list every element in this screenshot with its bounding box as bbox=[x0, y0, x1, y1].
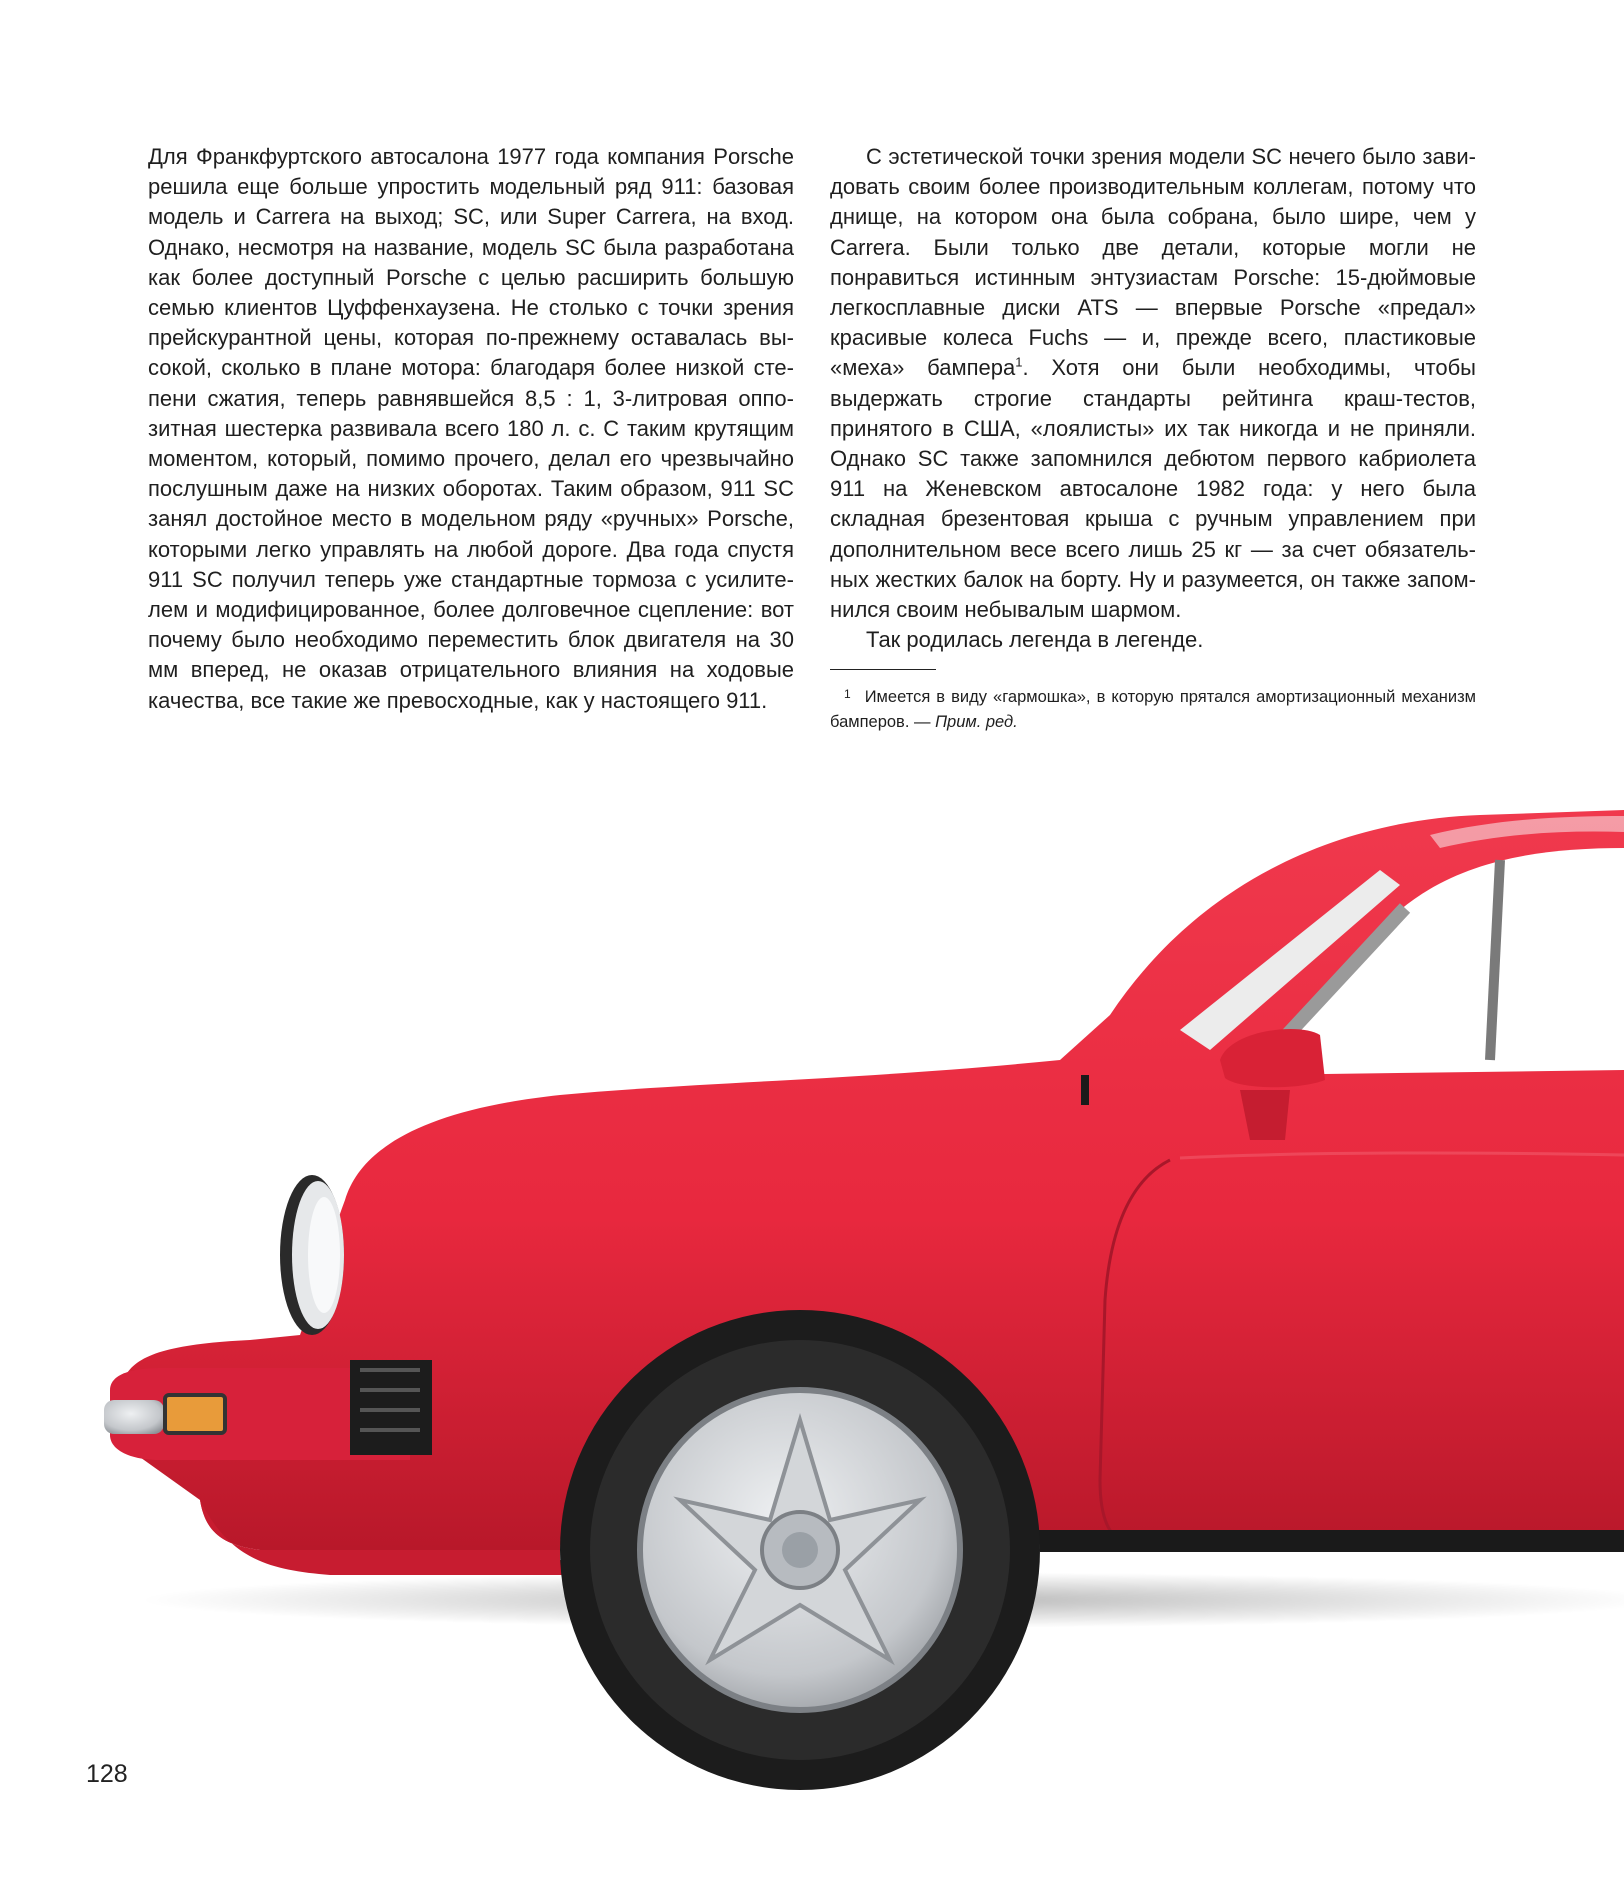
headlight bbox=[280, 1175, 344, 1335]
footnote-reference[interactable]: 1 bbox=[1015, 355, 1023, 371]
right-column bbox=[830, 142, 1476, 735]
front-wheel bbox=[560, 1310, 1040, 1790]
footnote-editor-note: Прим. ред. bbox=[935, 713, 1018, 732]
right-paragraph-2: Так родилась легенда в легенде. bbox=[866, 627, 1204, 653]
footnote bbox=[830, 682, 1476, 735]
footnote-divider bbox=[830, 669, 936, 670]
left-paragraph: Для Франкфуртского автосалона 1977 года компания Porsche решила еще больше упростить модельный ряд 911: базовая модель и Carrera на выход; SC, или Super Carrera, на вход. Однако, несмотря на название, модель SC была разработана как более доступный Porsche с целью расширить большую семью клиентов Цуффенхаузена. Не столько с точки зрения прейскурантной цены, которая по-прежнему оставалась высокой, сколько в плане мотора: благодаря более низкой степени сжатия, теперь равнявшейся 8,5 : 1, 3-литровая оппозитная шестерка развивала всего 180 л. с. С таким крутящим моментом, который, помимо прочего, делал его чрезвычайно послушным даже на низких оборотах. Таким образом, 911 SC занял достойное место в модельном ряду «ручных» Porsche, которыми легко управлять на любой дороге. Два года спустя 911 SC получил теперь уже стандартные тормоза с усилителем и модифицированное, более долговечное сцепление: вот почему было необходимо переместить блок двигателя на 30 мм вперед, не оказав отрицательного влияния на ходовые качества, все такие же превосходные, как у настоящего 911. bbox=[148, 144, 794, 713]
rocker-trim bbox=[1010, 1530, 1624, 1552]
footnote-number: 1 bbox=[844, 687, 851, 702]
right-paragraph-1 bbox=[830, 142, 1476, 625]
page-number: 128 bbox=[86, 1760, 128, 1788]
bumper-chrome-strip bbox=[104, 1400, 164, 1434]
indicator-light bbox=[165, 1395, 225, 1433]
footnote-text: Имеется в виду «гармошка», в которую прятался амортизационный механизм бамперов. — bbox=[830, 688, 1476, 732]
left-column bbox=[148, 142, 794, 716]
right-paragraph-1-text-a: С эстетической точки зрения модели SC нечего было завидовать своим более производительным коллегам, потому что днище, на котором она была собрана, было шире, чем у Carrera. Были только две детали, которые могли не понравиться истинным энтузиастам Porsche: 15-дюймовые легкосплавные диски ATS — впервые Porsche «предал» красивые колеса Fuchs — и, прежде всего, пластиковые «меха» бампера bbox=[830, 144, 1476, 381]
porsche-911-sc-illustration bbox=[0, 760, 1624, 1810]
right-paragraph-1-text-b: . Хотя они были необходимы, чтобы выдержать строгие стандарты рейтинга краш-тестов, принятого в США, «лоялисты» их так никогда и не приняли. Однако SC также запомнился дебютом первого кабриолета 911 на Женевском автосалоне 1982 года: у него была складная брезентовая крыша с ручным управлением при дополнительном весе всего лишь 25 кг — за счет обязательных жестких балок на борту. Ну и разумеется, он также запомнился своим небывалым шармом. bbox=[830, 355, 1476, 623]
horn-grille bbox=[350, 1360, 432, 1455]
